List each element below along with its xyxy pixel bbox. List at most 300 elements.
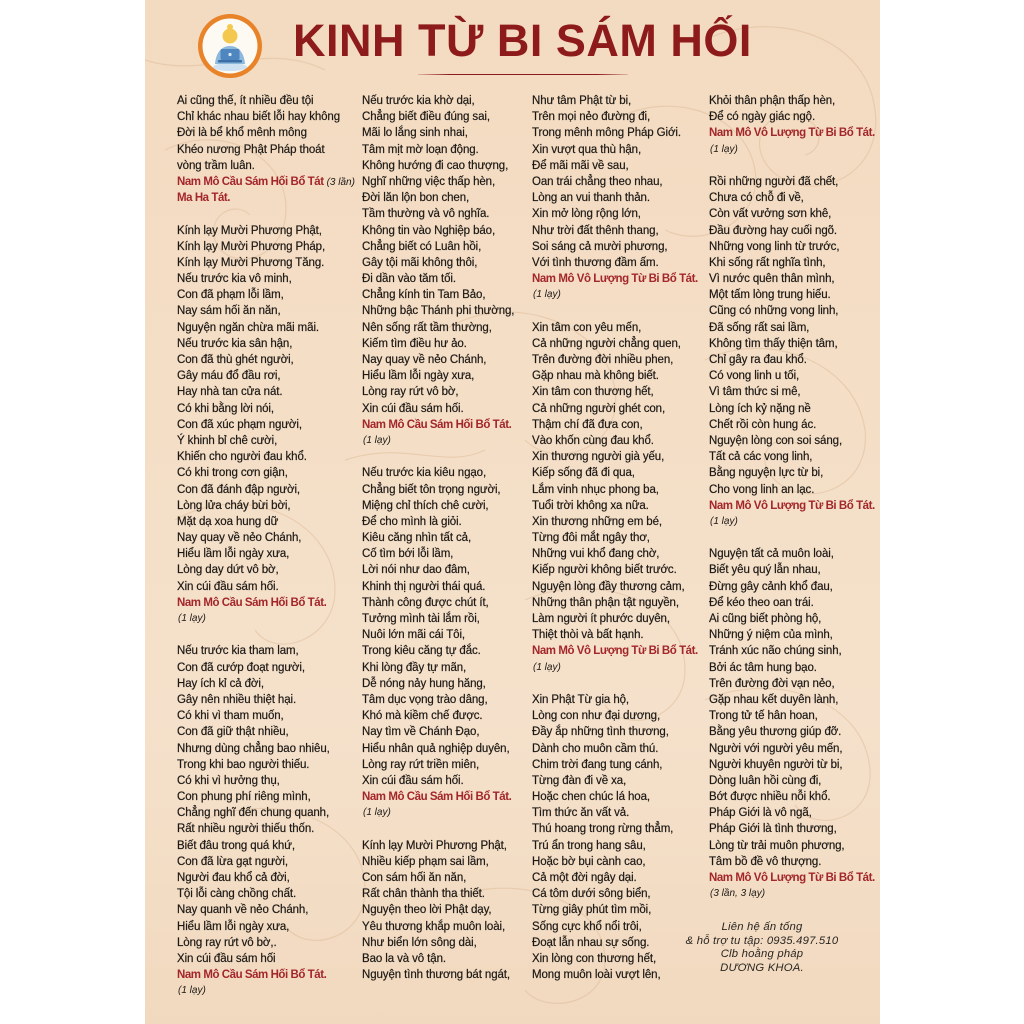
line-text: Những vong linh từ trước, <box>709 240 840 253</box>
verse-line <box>177 530 355 546</box>
verse-line <box>532 724 698 740</box>
line-text: Chẳng nghĩ đến chung quanh, <box>177 807 330 820</box>
verse-line <box>709 223 875 239</box>
verse-line <box>709 611 875 627</box>
invocation-line <box>362 417 514 433</box>
verse-line <box>709 255 875 271</box>
line-text: Làm người ít phước duyên, <box>532 613 670 625</box>
line-text: Từng giây phút tìm mồi, <box>532 904 652 917</box>
line-text: Con đã lừa gạt người, <box>177 855 288 868</box>
line-text: Những bậc Thánh phi thường, <box>362 305 515 318</box>
line-text: Khi lòng đầy tự mãn, <box>362 661 467 674</box>
line-text: Từng đôi mắt ngây thơ, <box>532 532 650 545</box>
verse-line <box>362 854 514 870</box>
verse-line <box>362 643 514 659</box>
verse-line <box>177 692 355 708</box>
blank-line <box>709 158 875 174</box>
verse-line <box>709 384 875 400</box>
prostration-note <box>709 142 875 158</box>
line-text: Biết yêu quý lẫn nhau, <box>709 564 821 577</box>
line-text: Xin cúi đầu sám hối. <box>362 774 464 787</box>
line-text: Gây nên nhiều thiệt hại. <box>177 693 297 706</box>
verse-line <box>362 384 514 400</box>
verse-line <box>177 886 355 902</box>
verse-line <box>532 627 698 643</box>
verse-line <box>362 724 514 740</box>
verse-line <box>177 789 355 805</box>
line-text: Gây tội mãi không thôi, <box>362 256 478 269</box>
verse-line <box>177 643 355 659</box>
page-title: KINH TỪ BI SÁM HỐI <box>293 15 752 66</box>
invocation-line <box>532 643 698 659</box>
verse-line <box>709 692 875 708</box>
line-text: Rất chân thành tha thiết. <box>362 888 485 901</box>
line-text: Không tìm thấy thiện tâm, <box>709 337 838 350</box>
line-text: Người đau khổ cả đời, <box>177 872 290 884</box>
verse-line <box>532 530 698 546</box>
verse-line <box>177 142 355 158</box>
verse-line <box>362 530 514 546</box>
line-text: (1 lạy) <box>710 515 738 527</box>
line-text: Nam Mô Vô Lượng Từ Bi Bổ Tát. <box>709 872 875 884</box>
line-text: Đời là bể khổ mênh mông <box>177 127 307 140</box>
line-text: Hiểu lầm lỗi ngày xưa, <box>362 370 475 383</box>
verse-line <box>362 336 514 352</box>
verse-line <box>362 287 514 303</box>
line-text: Khỏi thân phận thấp hèn, <box>709 95 836 107</box>
line-text: (3 lần, 3 lạy) <box>710 888 766 900</box>
prostration-note <box>177 611 355 627</box>
verse-line <box>362 514 514 530</box>
line-text: Nam Mô Cầu Sám Hối Bổ Tát. <box>362 418 512 431</box>
verse-line <box>362 206 514 222</box>
line-text: Kiếp người không biết trước. <box>532 564 677 577</box>
line-text: Ma Ha Tát. <box>177 192 231 205</box>
line-text: Mong muôn loài vượt lên, <box>532 969 661 982</box>
verse-line <box>362 482 514 498</box>
blank-line <box>177 206 355 222</box>
verse-line <box>532 417 698 433</box>
verse-line <box>177 546 355 562</box>
line-text: Đời lăn lộn bon chen, <box>362 192 470 205</box>
line-text: Trên đường đời nhiều phen, <box>532 354 674 366</box>
verse-line <box>532 109 698 125</box>
line-text: Nam Mô Vô Lượng Từ Bi Bổ Tát. <box>709 499 875 512</box>
line-text: Đã sống rất sai lầm, <box>709 321 810 334</box>
verse-line <box>532 433 698 449</box>
line-text: Hiểu nhân quả nghiệp duyên, <box>362 742 510 755</box>
line-text: Con đã phạm lỗi lầm, <box>177 289 284 302</box>
verse-line <box>362 741 514 757</box>
verse-line <box>709 741 875 757</box>
line-text: Trong kiêu căng tự đắc. <box>362 645 481 658</box>
line-text: Cho vong linh an lạc. <box>709 483 815 496</box>
verse-line <box>177 870 355 886</box>
verse-line <box>362 125 514 141</box>
line-text: Nếu trước kia tham lam, <box>177 645 299 658</box>
verse-line <box>362 352 514 368</box>
line-text: Nếu trước kia vô minh, <box>177 273 292 286</box>
verse-line <box>532 546 698 562</box>
line-text: Nguyện lòng con soi sáng, <box>709 434 843 447</box>
contact-note <box>672 921 852 975</box>
verse-line <box>709 206 875 222</box>
contact-line-3: Clb hoằng pháp <box>720 948 804 961</box>
verse-line <box>177 498 355 514</box>
verse-line <box>709 643 875 659</box>
blank-line <box>532 676 698 692</box>
line-text: Bằng nguyện lực từ bi, <box>709 467 824 480</box>
line-text: Như tâm Phật từ bi, <box>532 95 632 107</box>
verse-line <box>177 854 355 870</box>
verse-line <box>362 142 514 158</box>
line-text: Hoặc chen chúc lá hoa, <box>532 791 650 804</box>
line-text: Xin Phật Từ gia hộ, <box>532 693 630 706</box>
verse-line <box>709 595 875 611</box>
line-text: Nguyện tất cả muôn loài, <box>709 548 834 561</box>
verse-line <box>709 401 875 417</box>
line-text: Gặp nhau kết duyên lành, <box>709 693 839 706</box>
verse-line <box>709 482 875 498</box>
line-text: (1 lạy) <box>178 985 206 997</box>
line-text: Có khi vì tham muốn, <box>177 710 284 723</box>
verse-line <box>177 562 355 578</box>
line-text: Với tình thương đầm ấm. <box>532 256 659 269</box>
verse-line <box>709 465 875 481</box>
verse-line <box>532 223 698 239</box>
verse-line <box>532 498 698 514</box>
line-text: Khi sống rất nghĩa tình, <box>709 256 826 269</box>
line-text: Hay ích kỉ cả đời, <box>177 677 264 690</box>
line-text: Thậm chí đã đưa con, <box>532 418 643 431</box>
verse-line <box>177 514 355 530</box>
verse-line <box>362 368 514 384</box>
invocation-line <box>709 125 875 141</box>
verse-line <box>177 482 355 498</box>
repeat-note: (3 lần) <box>326 176 355 188</box>
line-text: Pháp Giới là tình thương, <box>709 823 837 836</box>
line-text: Tâm bồ đề vô thượng. <box>709 855 822 868</box>
line-text: Xin mở lòng rộng lớn, <box>532 208 641 221</box>
verse-line <box>362 660 514 676</box>
line-text: Như biển lớn sông dài, <box>362 936 477 949</box>
verse-line <box>362 838 514 854</box>
line-text: Cả một đời ngây dại. <box>532 872 637 884</box>
line-text: Đi dần vào tăm tối. <box>362 273 456 286</box>
line-text: Dòng luân hồi cùng đi, <box>709 774 822 787</box>
verse-line <box>362 870 514 886</box>
contact-line-4: DƯƠNG KHOA. <box>720 961 804 974</box>
verse-column-2 <box>362 93 514 983</box>
verse-line <box>709 352 875 368</box>
verse-line <box>709 773 875 789</box>
line-text: Thành công được chút ít, <box>362 596 489 609</box>
line-text: Chưa có chỗ đi về, <box>709 192 804 205</box>
verse-line <box>177 757 355 773</box>
verse-line <box>532 821 698 837</box>
line-text: Cả những người ghét con, <box>532 402 666 415</box>
line-text: Xin cúi đầu sám hối. <box>177 580 279 593</box>
prostration-note <box>532 660 698 676</box>
line-text: Bớt được nhiều nỗi khổ. <box>709 791 831 804</box>
line-text: Nên sống rất tầm thường, <box>362 321 492 334</box>
line-text: Có khi vì hưởng thụ, <box>177 774 280 787</box>
verse-line <box>532 125 698 141</box>
line-text: Để kéo theo oan trái. <box>709 596 814 609</box>
line-text: Để mãi mãi về sau, <box>532 159 629 172</box>
verse-line <box>177 676 355 692</box>
line-text: Thiệt thòi và bất hạnh. <box>532 629 644 642</box>
line-text: Cả những người chẳng quen, <box>532 337 681 350</box>
verse-line <box>532 255 698 271</box>
line-text: Chết rồi còn hung ác. <box>709 418 817 431</box>
verse-line <box>532 805 698 821</box>
verse-line <box>177 401 355 417</box>
verse-line <box>177 271 355 287</box>
line-text: Lòng ray rứt vô bờ,. <box>177 936 277 949</box>
line-text: Đầu đường hay cuối ngõ. <box>709 224 838 237</box>
line-text: Lòng con như đại dương, <box>532 710 661 723</box>
line-text: Nam Mô Cầu Sám Hối Bổ Tát. <box>362 791 512 804</box>
line-text: Lòng từ trải muôn phương, <box>709 839 845 852</box>
line-text: Người với người yêu mến, <box>709 742 843 755</box>
verse-line <box>532 611 698 627</box>
line-text: Nguyện lòng đầy thương cảm, <box>532 580 685 593</box>
line-text: Khéo nương Phật Pháp thoát <box>177 143 325 156</box>
verse-line <box>177 660 355 676</box>
verse-line <box>362 255 514 271</box>
verse-line <box>709 805 875 821</box>
line-text: Không tin vào Nghiệp báo, <box>362 224 496 237</box>
verse-line <box>532 692 698 708</box>
verse-line <box>362 967 514 983</box>
verse-line <box>362 708 514 724</box>
line-text: Kính lạy Mười Phương Phật, <box>177 224 322 237</box>
verse-line <box>362 902 514 918</box>
line-text: Trong tử tế hân hoan, <box>709 710 818 723</box>
verse-line <box>709 368 875 384</box>
line-text: (1 lạy) <box>533 661 561 673</box>
line-text: Chẳng biết có Luân hồi, <box>362 240 482 253</box>
line-text: Một tấm lòng trung hiếu. <box>709 289 831 302</box>
verse-line <box>362 158 514 174</box>
verse-line <box>177 239 355 255</box>
verse-line <box>177 352 355 368</box>
verse-line <box>532 206 698 222</box>
verse-line <box>532 465 698 481</box>
verse-line <box>177 125 355 141</box>
prostration-note <box>532 287 698 303</box>
title-divider <box>418 74 628 75</box>
verse-line <box>177 465 355 481</box>
verse-line <box>709 579 875 595</box>
line-text: Xin tâm con yêu mến, <box>532 321 642 334</box>
line-text: (1 lạy) <box>363 807 391 819</box>
verse-line <box>362 676 514 692</box>
verse-line <box>177 368 355 384</box>
line-text: Nay sám hối ăn năn, <box>177 305 281 318</box>
line-text: Nhưng dùng chẳng bao nhiêu, <box>177 742 330 755</box>
verse-line <box>709 93 875 109</box>
verse-line <box>532 368 698 384</box>
verse-line <box>362 239 514 255</box>
verse-line <box>532 239 698 255</box>
line-text: Oan trái chẳng theo nhau, <box>532 175 663 188</box>
verse-line <box>177 579 355 595</box>
line-text: Bởi ác tâm hung bạo. <box>709 661 817 674</box>
invocation-line <box>532 271 698 287</box>
line-text: Có khi trong cơn giận, <box>177 467 288 480</box>
verse-line <box>177 320 355 336</box>
verse-line <box>177 902 355 918</box>
line-text: Chẳng biết điều đúng sai, <box>362 111 490 124</box>
line-text: Không hướng đi cao thượng, <box>362 159 509 172</box>
line-text: Kính lạy Mười Phương Phật, <box>362 839 507 852</box>
verse-line <box>362 919 514 935</box>
line-text: (1 lạy) <box>178 613 206 624</box>
line-text: Nguyện tình thương bát ngát, <box>362 969 510 982</box>
line-text: Nguyện theo lời Phật dạy, <box>362 904 492 917</box>
verse-line <box>177 821 355 837</box>
monk-with-laptop-icon <box>196 12 264 80</box>
verse-line <box>362 109 514 125</box>
line-text: Lòng lửa cháy bừi bời, <box>177 499 291 512</box>
verse-line <box>709 287 875 303</box>
line-text: Bằng yêu thương giúp đỡ. <box>709 726 842 739</box>
verse-line <box>532 336 698 352</box>
line-text: Tìm thức ăn vất vả. <box>532 807 630 820</box>
line-text: Xin tâm con thương hết, <box>532 386 654 399</box>
verse-line <box>177 223 355 239</box>
invocation-line <box>177 967 355 983</box>
line-text: Rồi những người đã chết, <box>709 175 839 188</box>
verse-line <box>532 174 698 190</box>
line-text: Dễ nóng nảy hung hăng, <box>362 677 486 690</box>
line-text: Vào khốn cùng đau khổ. <box>532 434 654 447</box>
line-text: Kiếp sống đã đi qua, <box>532 467 635 480</box>
verse-line <box>532 854 698 870</box>
verse-line <box>362 562 514 578</box>
line-text: Đầy ắp những tình thương, <box>532 726 669 739</box>
verse-line <box>177 287 355 303</box>
line-text: Lòng ray rứt triền miên, <box>362 758 480 771</box>
verse-line <box>709 854 875 870</box>
line-text: Khinh thị người thái quá. <box>362 580 486 593</box>
verse-line <box>362 320 514 336</box>
line-text: Hay nhà tan cửa nát. <box>177 386 283 399</box>
verse-line <box>362 627 514 643</box>
line-text: Lòng day dứt vô bờ, <box>177 564 279 577</box>
line-text: Mãi lo lắng sinh nhai, <box>362 127 468 140</box>
blank-line <box>362 821 514 837</box>
invocation-line <box>177 174 355 190</box>
verse-line <box>532 902 698 918</box>
verse-line <box>362 773 514 789</box>
verse-line <box>709 821 875 837</box>
line-text: Con sám hối ăn năn, <box>362 872 467 884</box>
line-text: Chim trời đang tung cánh, <box>532 758 663 771</box>
verse-line <box>532 757 698 773</box>
line-text: Nếu trước kia sân hận, <box>177 337 293 350</box>
line-text: Trú ẩn trong hang sâu, <box>532 839 646 852</box>
verse-line <box>532 401 698 417</box>
prostration-note <box>709 514 875 530</box>
verse-line <box>177 384 355 400</box>
verse-line <box>362 223 514 239</box>
line-text: Tội lỗi càng chồng chất. <box>177 888 297 901</box>
verse-line <box>177 741 355 757</box>
blank-line <box>709 530 875 546</box>
line-text: Gây máu đổ đầu rơi, <box>177 370 281 383</box>
line-text: Khiến cho người đau khổ. <box>177 451 307 464</box>
line-text: Cố tìm bới lỗi lầm, <box>362 548 454 561</box>
line-text: Kính lạy Mười Phương Pháp, <box>177 240 326 253</box>
line-text: Nam Mô Vô Lượng Từ Bi Bổ Tát. <box>709 127 875 140</box>
verse-line <box>532 741 698 757</box>
line-text: Lời nói như dao đâm, <box>362 564 470 577</box>
verse-line <box>362 579 514 595</box>
line-text: Tầm thường và vô nghĩa. <box>362 208 490 221</box>
line-text: Xin cúi đầu sám hối. <box>362 402 464 415</box>
line-text: Có khi bằng lời nói, <box>177 402 274 415</box>
invocation-line <box>362 789 514 805</box>
prostration-note <box>709 886 875 902</box>
line-text: Xin thương người già yếu, <box>532 451 665 464</box>
line-text: Nam Mô Cầu Sám Hối Bổ Tát <box>177 175 324 188</box>
verse-line <box>709 320 875 336</box>
verse-line <box>177 255 355 271</box>
line-text: Như trời đất thênh thang, <box>532 224 659 237</box>
verse-line <box>177 433 355 449</box>
verse-line <box>709 433 875 449</box>
verse-line <box>532 870 698 886</box>
line-text: Bao la và vô tận. <box>362 952 446 965</box>
line-text: Con đã giữ thật nhiều, <box>177 726 289 739</box>
verse-line <box>709 627 875 643</box>
line-text: Biết đâu trong quá khứ, <box>177 839 295 852</box>
line-text: Trong khi bao người thiếu. <box>177 758 310 771</box>
verse-line <box>362 271 514 287</box>
verse-line <box>532 352 698 368</box>
line-text: Tâm mịt mờ loạn động. <box>362 143 479 156</box>
line-text: (1 lạy) <box>710 143 738 155</box>
verse-column-4 <box>709 93 875 902</box>
line-text: Xin vượt qua thù hận, <box>532 143 642 156</box>
verse-line <box>362 190 514 206</box>
verse-line <box>177 708 355 724</box>
verse-line <box>532 773 698 789</box>
verse-line <box>709 239 875 255</box>
line-text: Nguyện ngăn chừa mãi mãi. <box>177 321 319 334</box>
line-text: Nếu trước kia khờ dại, <box>362 95 475 107</box>
verse-line <box>177 951 355 967</box>
blank-line <box>177 627 355 643</box>
line-text: Nam Mô Cầu Sám Hối Bổ Tát. <box>177 969 327 982</box>
verse-line <box>532 886 698 902</box>
line-text: Tránh xúc não chúng sinh, <box>709 645 842 658</box>
line-text: Nếu trước kia kiêu ngạo, <box>362 467 487 480</box>
blank-line <box>362 449 514 465</box>
line-text: Hiểu lầm lỗi ngày xưa, <box>177 548 290 561</box>
line-text: Có vong linh u tối, <box>709 370 800 383</box>
verse-line <box>177 449 355 465</box>
prostration-note <box>177 983 355 999</box>
verse-line <box>362 303 514 319</box>
verse-line <box>177 303 355 319</box>
line-text: Trên mọi nẻo đường đi, <box>532 111 651 124</box>
line-text: Con đã cướp đoạt người, <box>177 661 305 674</box>
verse-line <box>362 546 514 562</box>
